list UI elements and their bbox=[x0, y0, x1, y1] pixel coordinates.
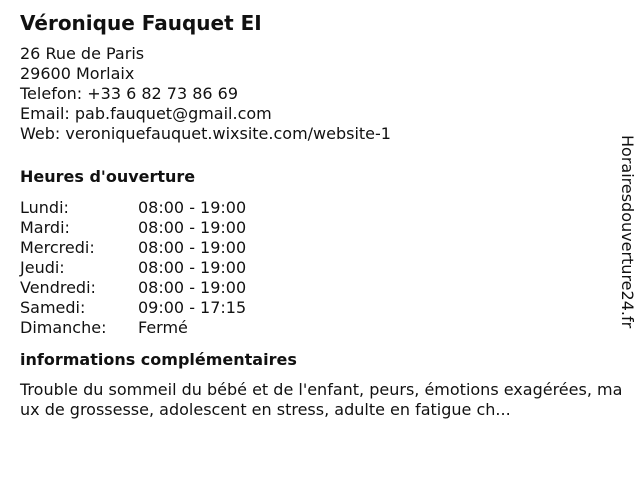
additional-info-heading: informations complémentaires bbox=[20, 350, 297, 369]
email-line: Email: pab.fauquet@gmail.com bbox=[20, 104, 272, 123]
hours-row-jeudi bbox=[20, 258, 246, 278]
day-label: Mercredi: bbox=[20, 238, 95, 257]
hours-row-mardi bbox=[20, 218, 246, 238]
time-value: 08:00 - 19:00 bbox=[138, 258, 247, 277]
opening-hours-table bbox=[20, 198, 246, 338]
time-value: 08:00 - 19:00 bbox=[138, 218, 247, 237]
address-city: 29600 Morlaix bbox=[20, 64, 135, 83]
web-line: Web: veroniquefauquet.wixsite.com/website-1 bbox=[20, 124, 391, 143]
opening-hours-heading: Heures d'ouverture bbox=[20, 167, 196, 186]
phone-line: Telefon: +33 6 82 73 86 69 bbox=[20, 84, 239, 103]
time-value: 08:00 - 19:00 bbox=[138, 198, 247, 217]
time-value: 08:00 - 19:00 bbox=[138, 238, 247, 257]
day-label: Jeudi: bbox=[20, 258, 65, 277]
time-value: 08:00 - 19:00 bbox=[138, 278, 247, 297]
address-street: 26 Rue de Paris bbox=[20, 44, 145, 63]
time-value: Fermé bbox=[138, 318, 188, 337]
hours-row-vendredi bbox=[20, 278, 246, 298]
business-card bbox=[20, 10, 623, 420]
additional-info-text: Trouble du sommeil du bébé et de l'enfant, peurs, émotions exagérées, maux de grossesse, adolescent en stress, adulte en fatigue ch... bbox=[20, 380, 623, 419]
day-label: Mardi: bbox=[20, 218, 70, 237]
contact-block bbox=[20, 44, 620, 144]
hours-row-mercredi bbox=[20, 238, 246, 258]
day-label: Samedi: bbox=[20, 298, 86, 317]
hours-row-samedi bbox=[20, 298, 246, 318]
hours-row-dimanche bbox=[20, 318, 246, 338]
time-value: 09:00 - 17:15 bbox=[138, 298, 247, 317]
day-label: Dimanche: bbox=[20, 318, 107, 337]
site-watermark: Horairesdouverture24.fr bbox=[618, 135, 637, 329]
day-label: Vendredi: bbox=[20, 278, 96, 297]
day-label: Lundi: bbox=[20, 198, 69, 217]
business-name: Véronique Fauquet EI bbox=[20, 11, 262, 35]
hours-row-lundi bbox=[20, 198, 246, 218]
